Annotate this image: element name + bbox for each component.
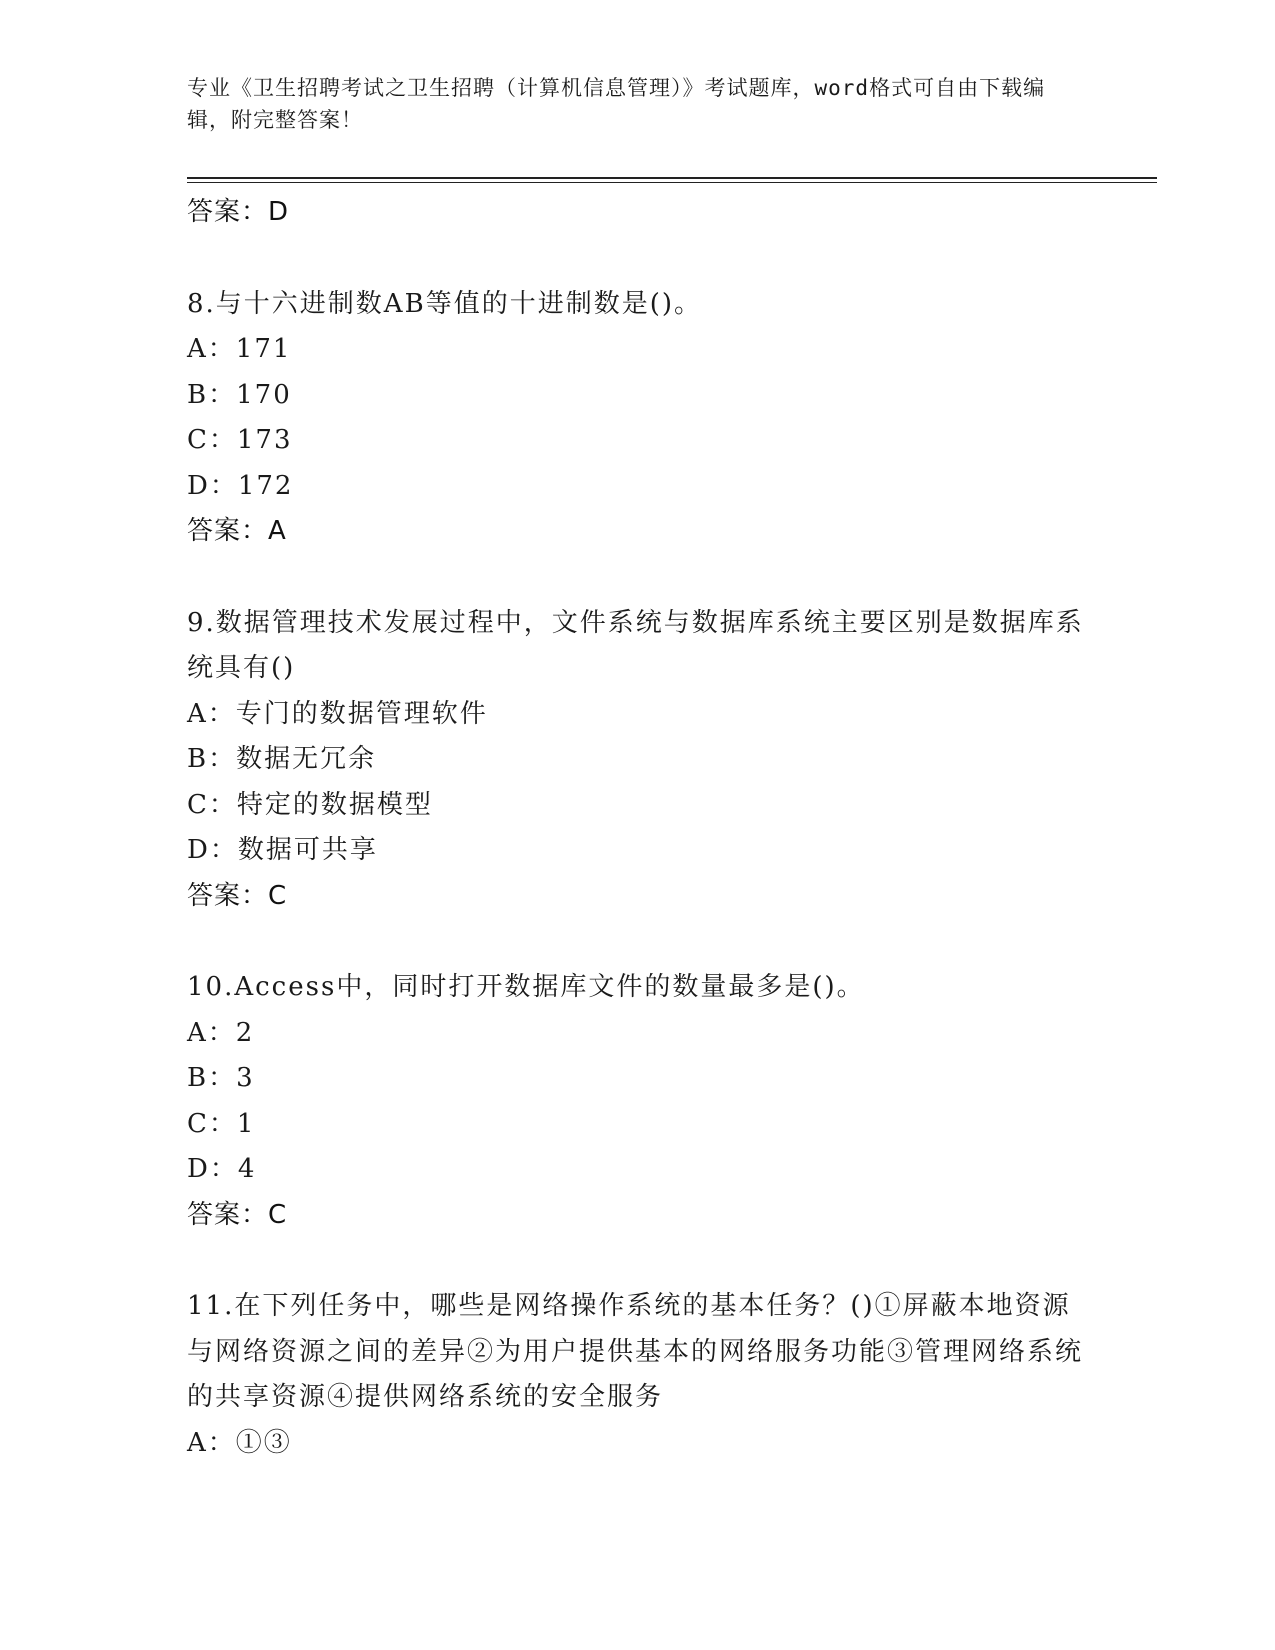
option-d: D：4: [187, 1154, 257, 1184]
question-block: [187, 282, 1087, 555]
question-block: [187, 1284, 1087, 1466]
question-block: [187, 601, 1087, 920]
question-list: [187, 190, 1087, 1466]
answer-line: 答案：D: [187, 197, 290, 227]
option-c: C：特定的数据模型: [187, 789, 433, 820]
question-block: [187, 965, 1087, 1238]
option-c: C：1: [187, 1108, 256, 1139]
answer-line: 答案：C: [187, 880, 288, 911]
question-text: 10.Access中，同时打开数据库文件的数量最多是()。: [187, 972, 865, 1002]
spacer: [187, 919, 1087, 965]
option-a: A：①③: [187, 1427, 292, 1458]
option-a: A：2: [187, 1017, 255, 1048]
spacer: [187, 1238, 1087, 1284]
spacer: [187, 555, 1087, 601]
question-text: 11.在下列任务中，哪些是网络操作系统的基本任务？()①屏蔽本地资源与网络资源之间的差异②为用户提供基本的网络服务功能③管理网络系统的共享资源④提供网络系统的安全服务: [187, 1291, 1084, 1412]
header-divider: [187, 177, 1157, 183]
answer-line: 答案：A: [187, 516, 287, 546]
option-c: C：173: [187, 425, 293, 455]
answer-line: 答案：C: [187, 1199, 288, 1230]
option-a: A：专门的数据管理软件: [187, 698, 488, 729]
option-a: A：171: [187, 334, 292, 364]
option-d: D：数据可共享: [187, 835, 378, 865]
option-b: B：170: [187, 379, 292, 410]
option-d: D：172: [187, 470, 294, 501]
question-text: 8.与十六进制数AB等值的十进制数是()。: [187, 288, 702, 319]
spacer: [187, 236, 1087, 282]
option-b: B：数据无冗余: [187, 744, 377, 774]
option-b: B：3: [187, 1063, 255, 1093]
question-text: 9.数据管理技术发展过程中，文件系统与数据库系统主要区别是数据库系统具有(): [187, 607, 1084, 683]
page-header: 专业《卫生招聘考试之卫生招聘（计算机信息管理）》考试题库，word格式可自由下载编辑，附完整答案！: [187, 76, 1046, 132]
